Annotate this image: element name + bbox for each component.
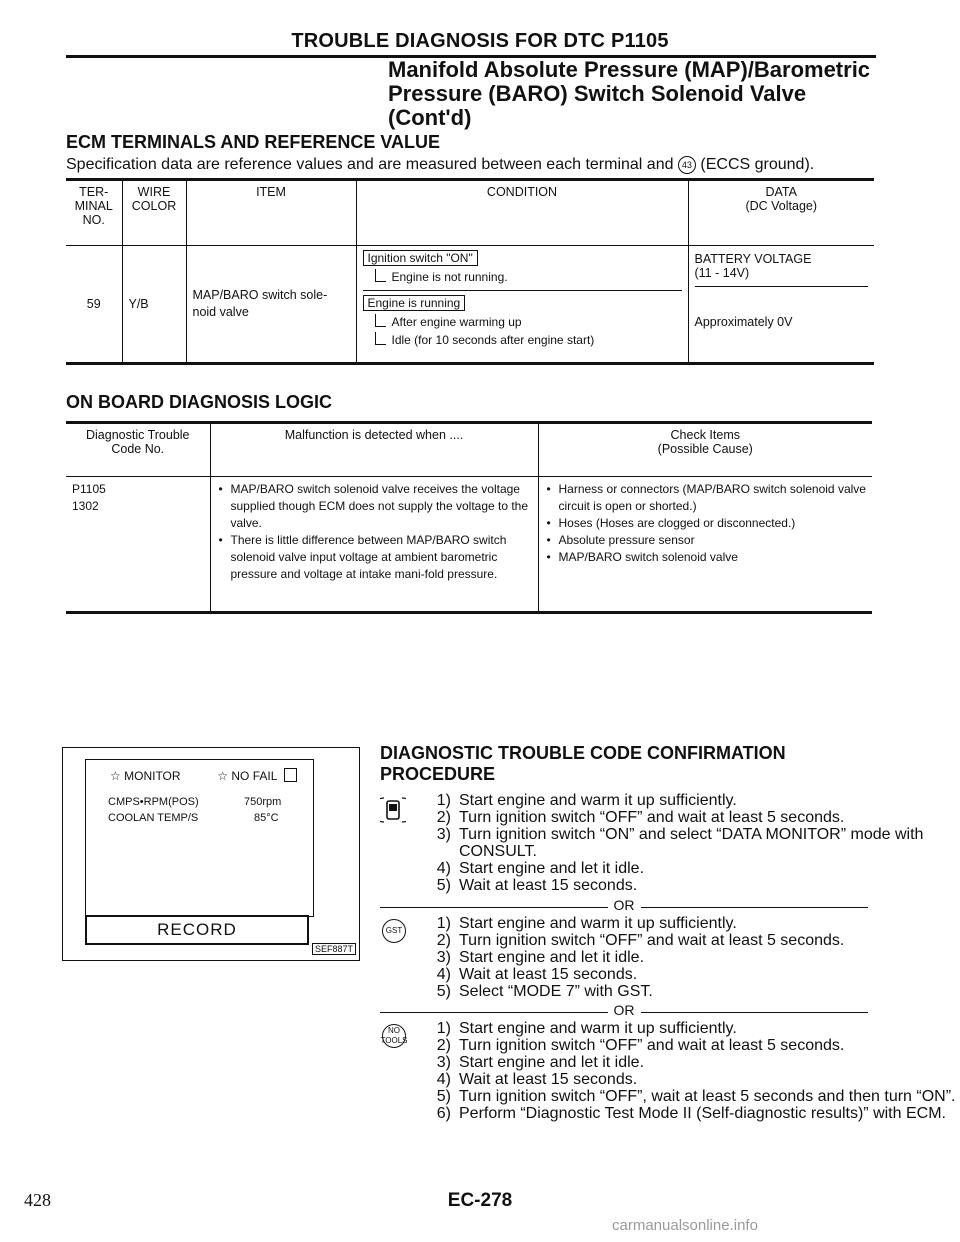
condition-box-label: Ignition switch "ON" <box>363 250 478 266</box>
list-item: 5) Wait at least 15 seconds. <box>436 877 638 894</box>
monitor-item-value: 85°C <box>254 812 279 824</box>
monitor-item-value: 750rpm <box>244 796 282 808</box>
list-item: 4) Start engine and let it idle. <box>436 860 645 877</box>
table-row <box>66 477 872 613</box>
cell-condition <box>356 246 688 364</box>
header-dtc-code: Diagnostic Trouble Code No. <box>66 423 210 477</box>
list-item: • Absolute pressure sensor <box>559 532 867 549</box>
no-fail-label: NO FAIL <box>231 769 277 783</box>
header-item: ITEM <box>186 180 356 246</box>
condition-engine-running <box>363 290 682 353</box>
obd-logic-table <box>66 421 872 614</box>
cell-data <box>688 246 874 364</box>
table-row <box>66 246 874 364</box>
gst-tool-icon: GST <box>382 919 406 943</box>
no-tools-icon: NO TOOLS <box>382 1024 406 1048</box>
section-page-code: EC-278 <box>447 1190 513 1211</box>
cell-terminal: 59 <box>86 297 101 311</box>
spec-note-before: Specification data are reference values and are measured between each terminal and <box>66 156 674 174</box>
cell-wire: Y/B <box>122 246 186 364</box>
monitor-item-name: CMPS•RPM(POS) <box>108 796 199 808</box>
list-item: • Harness or connectors (MAP/BARO switch solenoid valve circuit is open or shorted.) <box>559 481 867 515</box>
cell-malfunction <box>210 477 538 613</box>
list-item: • MAP/BARO switch solenoid valve receives the voltage supplied though ECM does not supply the voltage to the valve. <box>231 481 532 532</box>
list-item: 2) Turn ignition switch “OFF” and wait at least 5 seconds. <box>436 932 845 949</box>
data-value-2: Approximately 0V <box>695 286 869 347</box>
condition-box-label: Engine is running <box>363 295 466 311</box>
procedure-title: DIAGNOSTIC TROUBLE CODE CONFIRMATION PROCEDURE <box>380 743 786 784</box>
list-item: 3) Turn ignition switch “ON” and select “DATA MONITOR” mode with CONSULT. <box>436 826 924 860</box>
condition-ignition-on <box>363 246 682 290</box>
no-tools-step-list <box>425 1020 956 1122</box>
header-wire-color: WIRE COLOR <box>122 180 186 246</box>
monitor-label: MONITOR <box>124 769 181 783</box>
list-item: 4) Wait at least 15 seconds. <box>436 1071 638 1088</box>
list-item: 1) Start engine and warm it up sufficiently. <box>436 915 737 932</box>
spec-note-after: (ECCS ground). <box>700 156 815 174</box>
list-item: 3) Start engine and let it idle. <box>436 1054 645 1071</box>
star-icon: ☆ <box>110 769 121 783</box>
condition-line: Engine is not running. <box>391 270 508 284</box>
ecm-terminal-table <box>66 178 874 365</box>
or-divider: OR <box>380 1002 868 1022</box>
subtitle-line: (Cont'd) <box>388 105 472 130</box>
list-item: 2) Turn ignition switch “OFF” and wait at least 5 seconds. <box>436 809 845 826</box>
list-item: 6) Perform “Diagnostic Test Mode II (Self-diagnostic results)” with ECM. <box>436 1105 946 1122</box>
header-data: DATA (DC Voltage) <box>688 180 874 246</box>
monitor-item-name: COOLAN TEMP/S <box>108 812 199 824</box>
table-header-row <box>66 423 872 477</box>
checkbox-icon <box>284 768 297 782</box>
ground-terminal-badge: 43 <box>678 156 696 174</box>
star-icon: ☆ <box>217 769 229 783</box>
list-item: 1) Start engine and warm it up sufficiently. <box>436 792 737 809</box>
condition-line: After engine warming up <box>391 315 522 329</box>
list-item: 5) Select “MODE 7” with GST. <box>436 983 653 1000</box>
illustration-code: SEF887T <box>312 943 356 955</box>
page-title: TROUBLE DIAGNOSIS FOR DTC P1105 <box>291 30 669 52</box>
cell-item: MAP/BARO switch sole-noid valve <box>186 246 356 364</box>
list-item: 1) Start engine and warm it up sufficiently. <box>436 1020 737 1037</box>
cell-check-items <box>538 477 872 613</box>
section-subtitle <box>388 58 888 130</box>
list-item: • MAP/BARO switch solenoid valve <box>559 549 867 566</box>
list-item: • There is little difference between MAP/BARO switch solenoid valve input voltage at ambient barometric pressure and voltage at intake mani-fold pressure. <box>231 532 532 583</box>
page-number: 428 <box>24 1190 51 1210</box>
table-header-row <box>66 180 874 246</box>
list-item: 5) Turn ignition switch “OFF”, wait at least 5 seconds and then turn “ON”. <box>436 1088 956 1105</box>
gst-step-list <box>425 915 844 1000</box>
header-condition: CONDITION <box>356 180 688 246</box>
header-check-items: Check Items (Possible Cause) <box>538 423 872 477</box>
consult-step-list <box>425 792 960 894</box>
list-item: 4) Wait at least 15 seconds. <box>436 966 638 983</box>
watermark-text: carmanualsonline.info <box>612 1217 758 1234</box>
record-button[interactable]: RECORD <box>85 915 309 945</box>
condition-line: Idle (for 10 seconds after engine start) <box>391 333 595 347</box>
header-malfunction: Malfunction is detected when .... <box>210 423 538 477</box>
cell-dtc-code: P1105 1302 <box>72 482 106 513</box>
subtitle-line: Pressure (BARO) Switch Solenoid Valve <box>388 81 807 106</box>
header-terminal: TER- MINAL NO. <box>66 180 122 246</box>
list-item: 2) Turn ignition switch “OFF” and wait at least 5 seconds. <box>436 1037 845 1054</box>
obd-section-title: ON BOARD DIAGNOSIS LOGIC <box>66 392 333 412</box>
monitor-header <box>110 768 297 783</box>
list-item: • Hoses (Hoses are clogged or disconnected.) <box>559 515 867 532</box>
consult-tool-icon <box>380 794 406 826</box>
subtitle-line: Manifold Absolute Pressure (MAP)/Barometric <box>388 57 871 82</box>
or-divider: OR <box>380 897 868 917</box>
list-item: 3) Start engine and let it idle. <box>436 949 645 966</box>
ecm-section-title: ECM TERMINALS AND REFERENCE VALUE <box>66 132 441 152</box>
data-value-1: BATTERY VOLTAGE (11 - 14V) <box>694 252 812 280</box>
spec-note <box>66 156 814 174</box>
